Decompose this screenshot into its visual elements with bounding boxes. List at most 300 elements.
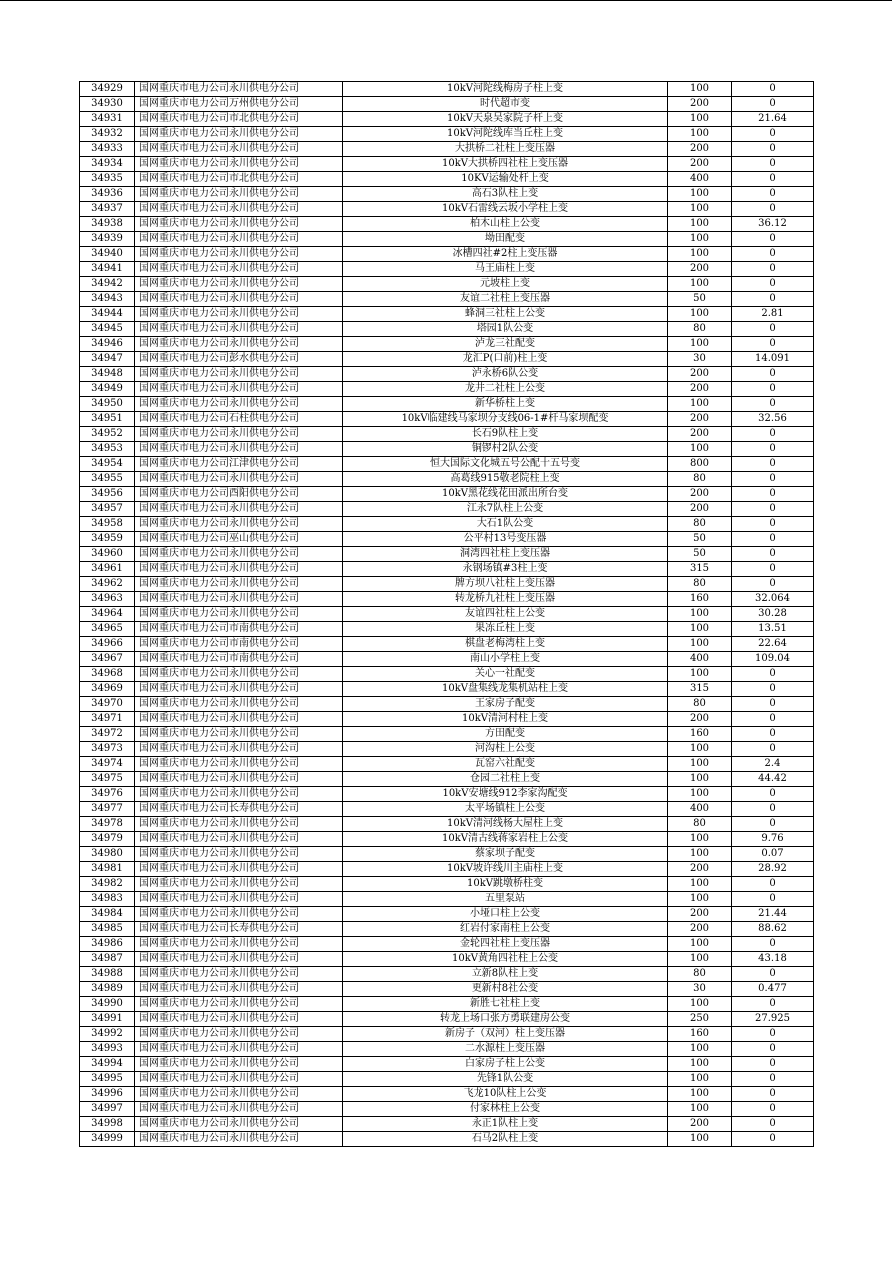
- row-id-cell: 34958: [80, 517, 135, 532]
- company-cell: 国网重庆市电力公司永川供电分公司: [135, 742, 343, 757]
- company-cell: 国网重庆市电力公司永川供电分公司: [135, 142, 343, 157]
- table-row: [80, 877, 814, 892]
- capacity-cell: 100: [668, 247, 732, 262]
- row-id-cell: 34937: [80, 202, 135, 217]
- row-id-cell: 34981: [80, 862, 135, 877]
- capacity-cell: 200: [668, 487, 732, 502]
- capacity-cell: 100: [668, 892, 732, 907]
- transformer-name-cell: 永正1队柱上变: [343, 1117, 668, 1132]
- transformer-name-cell: 永钢场镇#3柱上变: [343, 562, 668, 577]
- row-id-cell: 34978: [80, 817, 135, 832]
- table-row: [80, 667, 814, 682]
- transformer-name-cell: 南山小学柱上变: [343, 652, 668, 667]
- table-row: [80, 712, 814, 727]
- table-row: [80, 817, 814, 832]
- value-cell: 0: [732, 1117, 814, 1132]
- capacity-cell: 100: [668, 127, 732, 142]
- row-id-cell: 34966: [80, 637, 135, 652]
- transformer-name-cell: 新房子（双河）柱上变压器: [343, 1027, 668, 1042]
- row-id-cell: 34973: [80, 742, 135, 757]
- transformer-name-cell: 二水源柱上变压器: [343, 1042, 668, 1057]
- transformer-name-cell: 小垭口柱上公变: [343, 907, 668, 922]
- value-cell: 0: [732, 697, 814, 712]
- company-cell: 国网重庆市电力公司永川供电分公司: [135, 337, 343, 352]
- capacity-cell: 200: [668, 412, 732, 427]
- transformer-name-cell: 牌方坝八社柱上变压器: [343, 577, 668, 592]
- row-id-cell: 34989: [80, 982, 135, 997]
- transformer-name-cell: 10kV坡许线川主庙柱上变: [343, 862, 668, 877]
- row-id-cell: 34935: [80, 172, 135, 187]
- table-row: [80, 697, 814, 712]
- value-cell: 0: [732, 487, 814, 502]
- table-row: [80, 157, 814, 172]
- value-cell: 0: [732, 82, 814, 97]
- company-cell: 国网重庆市电力公司酉阳供电分公司: [135, 487, 343, 502]
- table-row: [80, 742, 814, 757]
- table-row: [80, 982, 814, 997]
- company-cell: 国网重庆市电力公司永川供电分公司: [135, 382, 343, 397]
- value-cell: 44.42: [732, 772, 814, 787]
- transformer-name-cell: 龙汇P(口前)柱上变: [343, 352, 668, 367]
- capacity-cell: 80: [668, 322, 732, 337]
- table-row: [80, 232, 814, 247]
- row-id-cell: 34955: [80, 472, 135, 487]
- capacity-cell: 100: [668, 877, 732, 892]
- capacity-cell: 315: [668, 682, 732, 697]
- capacity-cell: 100: [668, 637, 732, 652]
- capacity-cell: 100: [668, 1087, 732, 1102]
- company-cell: 国网重庆市电力公司永川供电分公司: [135, 1072, 343, 1087]
- table-row: [80, 97, 814, 112]
- company-cell: 国网重庆市电力公司市南供电分公司: [135, 652, 343, 667]
- company-cell: 国网重庆市电力公司永川供电分公司: [135, 1012, 343, 1027]
- table-row: [80, 172, 814, 187]
- company-cell: 国网重庆市电力公司市南供电分公司: [135, 622, 343, 637]
- row-id-cell: 34936: [80, 187, 135, 202]
- capacity-cell: 100: [668, 337, 732, 352]
- company-cell: 国网重庆市电力公司永川供电分公司: [135, 472, 343, 487]
- table-row: [80, 1087, 814, 1102]
- value-cell: 0: [732, 682, 814, 697]
- table-row: [80, 562, 814, 577]
- table-row: [80, 442, 814, 457]
- company-cell: 国网重庆市电力公司永川供电分公司: [135, 397, 343, 412]
- company-cell: 国网重庆市电力公司永川供电分公司: [135, 217, 343, 232]
- capacity-cell: 100: [668, 607, 732, 622]
- capacity-cell: 100: [668, 997, 732, 1012]
- table-row: [80, 757, 814, 772]
- value-cell: 0: [732, 247, 814, 262]
- transformer-table: [79, 81, 814, 1147]
- value-cell: 43.18: [732, 952, 814, 967]
- transformer-name-cell: 10kV临建线马家坝分支线06-1#杆马家坝配变: [343, 412, 668, 427]
- company-cell: 国网重庆市电力公司永川供电分公司: [135, 682, 343, 697]
- transformer-name-cell: 方田配变: [343, 727, 668, 742]
- row-id-cell: 34946: [80, 337, 135, 352]
- transformer-name-cell: 飞龙10队柱上公变: [343, 1087, 668, 1102]
- value-cell: 0: [732, 457, 814, 472]
- row-id-cell: 34964: [80, 607, 135, 622]
- transformer-name-cell: 柏木山柱上公变: [343, 217, 668, 232]
- value-cell: 0: [732, 442, 814, 457]
- capacity-cell: 80: [668, 817, 732, 832]
- company-cell: 国网重庆市电力公司永川供电分公司: [135, 82, 343, 97]
- value-cell: 0: [732, 712, 814, 727]
- capacity-cell: 100: [668, 937, 732, 952]
- row-id-cell: 34975: [80, 772, 135, 787]
- capacity-cell: 100: [668, 772, 732, 787]
- value-cell: 0: [732, 1057, 814, 1072]
- value-cell: 0: [732, 1102, 814, 1117]
- table-row: [80, 1042, 814, 1057]
- transformer-name-cell: 更新村8社公变: [343, 982, 668, 997]
- capacity-cell: 160: [668, 1027, 732, 1042]
- row-id-cell: 34993: [80, 1042, 135, 1057]
- transformer-name-cell: 转龙上场口张方勇联建房公变: [343, 1012, 668, 1027]
- company-cell: 国网重庆市电力公司永川供电分公司: [135, 1102, 343, 1117]
- company-cell: 国网重庆市电力公司万州供电分公司: [135, 97, 343, 112]
- value-cell: 0: [732, 997, 814, 1012]
- table-row: [80, 907, 814, 922]
- transformer-name-cell: 付家林柱上公变: [343, 1102, 668, 1117]
- transformer-name-cell: 铜锣村2队公变: [343, 442, 668, 457]
- capacity-cell: 50: [668, 547, 732, 562]
- capacity-cell: 100: [668, 202, 732, 217]
- row-id-cell: 34957: [80, 502, 135, 517]
- value-cell: 109.04: [732, 652, 814, 667]
- table-row: [80, 532, 814, 547]
- company-cell: 国网重庆市电力公司巫山供电分公司: [135, 532, 343, 547]
- value-cell: 0: [732, 742, 814, 757]
- transformer-name-cell: 先锋1队公变: [343, 1072, 668, 1087]
- transformer-name-cell: 大石1队公变: [343, 517, 668, 532]
- value-cell: 0: [732, 547, 814, 562]
- company-cell: 国网重庆市电力公司永川供电分公司: [135, 427, 343, 442]
- table-row: [80, 892, 814, 907]
- row-id-cell: 34954: [80, 457, 135, 472]
- company-cell: 国网重庆市电力公司永川供电分公司: [135, 592, 343, 607]
- company-cell: 国网重庆市电力公司永川供电分公司: [135, 847, 343, 862]
- company-cell: 国网重庆市电力公司永川供电分公司: [135, 607, 343, 622]
- company-cell: 国网重庆市电力公司永川供电分公司: [135, 1087, 343, 1102]
- table-row: [80, 1027, 814, 1042]
- capacity-cell: 100: [668, 757, 732, 772]
- table-row: [80, 847, 814, 862]
- row-id-cell: 34994: [80, 1057, 135, 1072]
- company-cell: 国网重庆市电力公司永川供电分公司: [135, 562, 343, 577]
- row-id-cell: 34930: [80, 97, 135, 112]
- capacity-cell: 100: [668, 277, 732, 292]
- capacity-cell: 30: [668, 352, 732, 367]
- capacity-cell: 50: [668, 292, 732, 307]
- table-row: [80, 457, 814, 472]
- company-cell: 国网重庆市电力公司永川供电分公司: [135, 1057, 343, 1072]
- row-id-cell: 34996: [80, 1087, 135, 1102]
- capacity-cell: 80: [668, 577, 732, 592]
- table-row: [80, 1117, 814, 1132]
- capacity-cell: 200: [668, 907, 732, 922]
- company-cell: 国网重庆市电力公司市北供电分公司: [135, 112, 343, 127]
- company-cell: 国网重庆市电力公司永川供电分公司: [135, 277, 343, 292]
- transformer-name-cell: 石马2队柱上变: [343, 1132, 668, 1147]
- transformer-name-cell: 五里泵站: [343, 892, 668, 907]
- transformer-name-cell: 高葛线915敬老院柱上变: [343, 472, 668, 487]
- row-id-cell: 34980: [80, 847, 135, 862]
- capacity-cell: 160: [668, 727, 732, 742]
- row-id-cell: 34963: [80, 592, 135, 607]
- table-row: [80, 1102, 814, 1117]
- capacity-cell: 100: [668, 397, 732, 412]
- row-id-cell: 34932: [80, 127, 135, 142]
- transformer-name-cell: 金轮四社柱上变压器: [343, 937, 668, 952]
- company-cell: 国网重庆市电力公司永川供电分公司: [135, 997, 343, 1012]
- table-row: [80, 142, 814, 157]
- value-cell: 0: [732, 787, 814, 802]
- company-cell: 国网重庆市电力公司永川供电分公司: [135, 367, 343, 382]
- company-cell: 国网重庆市电力公司永川供电分公司: [135, 262, 343, 277]
- value-cell: 30.28: [732, 607, 814, 622]
- transformer-name-cell: 冰槽四社#2柱上变压器: [343, 247, 668, 262]
- transformer-name-cell: 10kV清河线杨大屋柱上变: [343, 817, 668, 832]
- table-row: [80, 772, 814, 787]
- table-row: [80, 577, 814, 592]
- table-row: [80, 937, 814, 952]
- capacity-cell: 200: [668, 157, 732, 172]
- company-cell: 国网重庆市电力公司江津供电分公司: [135, 457, 343, 472]
- transformer-name-cell: 立新8队柱上变: [343, 967, 668, 982]
- value-cell: 0: [732, 172, 814, 187]
- table-row: [80, 682, 814, 697]
- capacity-cell: 200: [668, 142, 732, 157]
- table-row: [80, 652, 814, 667]
- table-row: [80, 337, 814, 352]
- company-cell: 国网重庆市电力公司永川供电分公司: [135, 772, 343, 787]
- capacity-cell: 80: [668, 967, 732, 982]
- capacity-cell: 315: [668, 562, 732, 577]
- value-cell: 13.51: [732, 622, 814, 637]
- row-id-cell: 34948: [80, 367, 135, 382]
- value-cell: 0: [732, 967, 814, 982]
- transformer-name-cell: 马王庙柱上变: [343, 262, 668, 277]
- row-id-cell: 34976: [80, 787, 135, 802]
- table-row: [80, 622, 814, 637]
- capacity-cell: 100: [668, 787, 732, 802]
- value-cell: 0: [732, 532, 814, 547]
- value-cell: 0: [732, 187, 814, 202]
- capacity-cell: 200: [668, 502, 732, 517]
- company-cell: 国网重庆市电力公司彭水供电分公司: [135, 352, 343, 367]
- table-row: [80, 262, 814, 277]
- transformer-name-cell: 友谊二社柱上变压器: [343, 292, 668, 307]
- row-id-cell: 34949: [80, 382, 135, 397]
- capacity-cell: 100: [668, 307, 732, 322]
- capacity-cell: 100: [668, 952, 732, 967]
- capacity-cell: 400: [668, 652, 732, 667]
- capacity-cell: 100: [668, 1132, 732, 1147]
- table-row: [80, 1012, 814, 1027]
- transformer-name-cell: 坳田配变: [343, 232, 668, 247]
- capacity-cell: 80: [668, 697, 732, 712]
- value-cell: 0.07: [732, 847, 814, 862]
- capacity-cell: 80: [668, 517, 732, 532]
- row-id-cell: 34960: [80, 547, 135, 562]
- company-cell: 国网重庆市电力公司永川供电分公司: [135, 202, 343, 217]
- table-row: [80, 487, 814, 502]
- table-row: [80, 547, 814, 562]
- transformer-name-cell: 新华桥柱上变: [343, 397, 668, 412]
- value-cell: 0.477: [732, 982, 814, 997]
- table-row: [80, 427, 814, 442]
- capacity-cell: 200: [668, 97, 732, 112]
- transformer-name-cell: 洞湾四社柱上变压器: [343, 547, 668, 562]
- value-cell: 0: [732, 1087, 814, 1102]
- capacity-cell: 50: [668, 532, 732, 547]
- transformer-name-cell: 10kV石雷线云坂小学柱上变: [343, 202, 668, 217]
- row-id-cell: 34956: [80, 487, 135, 502]
- transformer-name-cell: 时代超市变: [343, 97, 668, 112]
- value-cell: 0: [732, 877, 814, 892]
- company-cell: 国网重庆市电力公司长寿供电分公司: [135, 922, 343, 937]
- row-id-cell: 34992: [80, 1027, 135, 1042]
- transformer-name-cell: 10kV安塘线912李家沟配变: [343, 787, 668, 802]
- capacity-cell: 200: [668, 922, 732, 937]
- value-cell: 0: [732, 727, 814, 742]
- value-cell: 28.92: [732, 862, 814, 877]
- transformer-name-cell: 10kV大拱桥四社柱上变压器: [343, 157, 668, 172]
- value-cell: 0: [732, 157, 814, 172]
- company-cell: 国网重庆市电力公司永川供电分公司: [135, 892, 343, 907]
- company-cell: 国网重庆市电力公司永川供电分公司: [135, 757, 343, 772]
- row-id-cell: 34967: [80, 652, 135, 667]
- table-row: [80, 832, 814, 847]
- company-cell: 国网重庆市电力公司石柱供电分公司: [135, 412, 343, 427]
- value-cell: 32.56: [732, 412, 814, 427]
- company-cell: 国网重庆市电力公司永川供电分公司: [135, 787, 343, 802]
- table-row: [80, 1072, 814, 1087]
- company-cell: 国网重庆市电力公司永川供电分公司: [135, 127, 343, 142]
- value-cell: 0: [732, 472, 814, 487]
- value-cell: 0: [732, 232, 814, 247]
- company-cell: 国网重庆市电力公司永川供电分公司: [135, 817, 343, 832]
- table-row: [80, 517, 814, 532]
- capacity-cell: 100: [668, 187, 732, 202]
- table-row: [80, 952, 814, 967]
- transformer-name-cell: 塔园1队公变: [343, 322, 668, 337]
- transformer-name-cell: 10kV盘集线龙集机站柱上变: [343, 682, 668, 697]
- row-id-cell: 34945: [80, 322, 135, 337]
- table-row: [80, 1132, 814, 1147]
- table-row: [80, 592, 814, 607]
- transformer-name-cell: 白家房子柱上公变: [343, 1057, 668, 1072]
- capacity-cell: 100: [668, 832, 732, 847]
- row-id-cell: 34944: [80, 307, 135, 322]
- table-row: [80, 802, 814, 817]
- value-cell: 0: [732, 97, 814, 112]
- row-id-cell: 34953: [80, 442, 135, 457]
- company-cell: 国网重庆市电力公司市北供电分公司: [135, 172, 343, 187]
- row-id-cell: 34997: [80, 1102, 135, 1117]
- page-top-border: [0, 0, 892, 1]
- value-cell: 27.925: [732, 1012, 814, 1027]
- capacity-cell: 100: [668, 847, 732, 862]
- table-row: [80, 787, 814, 802]
- value-cell: 0: [732, 577, 814, 592]
- value-cell: 2.81: [732, 307, 814, 322]
- row-id-cell: 34933: [80, 142, 135, 157]
- capacity-cell: 100: [668, 442, 732, 457]
- value-cell: 0: [732, 382, 814, 397]
- capacity-cell: 250: [668, 1012, 732, 1027]
- value-cell: 0: [732, 397, 814, 412]
- transformer-name-cell: 仓园二社柱上变: [343, 772, 668, 787]
- transformer-name-cell: 泸永桥6队公变: [343, 367, 668, 382]
- row-id-cell: 34988: [80, 967, 135, 982]
- table-row: [80, 277, 814, 292]
- transformer-name-cell: 大拱桥二社柱上变压器: [343, 142, 668, 157]
- row-id-cell: 34947: [80, 352, 135, 367]
- value-cell: 14.091: [732, 352, 814, 367]
- transformer-name-cell: 泸龙三社配变: [343, 337, 668, 352]
- row-id-cell: 34983: [80, 892, 135, 907]
- transformer-name-cell: 新胜七社柱上变: [343, 997, 668, 1012]
- row-id-cell: 34984: [80, 907, 135, 922]
- table-row: [80, 352, 814, 367]
- row-id-cell: 34974: [80, 757, 135, 772]
- company-cell: 国网重庆市电力公司永川供电分公司: [135, 442, 343, 457]
- company-cell: 国网重庆市电力公司永川供电分公司: [135, 577, 343, 592]
- transformer-name-cell: 龙井二社柱上公变: [343, 382, 668, 397]
- value-cell: 0: [732, 667, 814, 682]
- capacity-cell: 100: [668, 1057, 732, 1072]
- table-row: [80, 637, 814, 652]
- row-id-cell: 34965: [80, 622, 135, 637]
- transformer-name-cell: 转龙桥九社柱上变压器: [343, 592, 668, 607]
- value-cell: 0: [732, 277, 814, 292]
- value-cell: 32.064: [732, 592, 814, 607]
- value-cell: 2.4: [732, 757, 814, 772]
- row-id-cell: 34972: [80, 727, 135, 742]
- company-cell: 国网重庆市电力公司永川供电分公司: [135, 952, 343, 967]
- row-id-cell: 34938: [80, 217, 135, 232]
- capacity-cell: 100: [668, 232, 732, 247]
- row-id-cell: 34986: [80, 937, 135, 952]
- table-row: [80, 247, 814, 262]
- company-cell: 国网重庆市电力公司永川供电分公司: [135, 1042, 343, 1057]
- transformer-name-cell: 10kV清河村柱上变: [343, 712, 668, 727]
- value-cell: 0: [732, 142, 814, 157]
- capacity-cell: 100: [668, 622, 732, 637]
- company-cell: 国网重庆市电力公司永川供电分公司: [135, 307, 343, 322]
- capacity-cell: 400: [668, 802, 732, 817]
- company-cell: 国网重庆市电力公司永川供电分公司: [135, 832, 343, 847]
- company-cell: 国网重庆市电力公司长寿供电分公司: [135, 802, 343, 817]
- company-cell: 国网重庆市电力公司永川供电分公司: [135, 322, 343, 337]
- capacity-cell: 100: [668, 112, 732, 127]
- capacity-cell: 160: [668, 592, 732, 607]
- value-cell: 0: [732, 322, 814, 337]
- transformer-name-cell: 10kV清古线蒋家岩柱上公变: [343, 832, 668, 847]
- value-cell: 0: [732, 427, 814, 442]
- company-cell: 国网重庆市电力公司永川供电分公司: [135, 667, 343, 682]
- value-cell: 0: [732, 337, 814, 352]
- row-id-cell: 34943: [80, 292, 135, 307]
- capacity-cell: 100: [668, 1072, 732, 1087]
- row-id-cell: 34970: [80, 697, 135, 712]
- row-id-cell: 34929: [80, 82, 135, 97]
- row-id-cell: 34990: [80, 997, 135, 1012]
- company-cell: 国网重庆市电力公司永川供电分公司: [135, 907, 343, 922]
- company-cell: 国网重庆市电力公司永川供电分公司: [135, 697, 343, 712]
